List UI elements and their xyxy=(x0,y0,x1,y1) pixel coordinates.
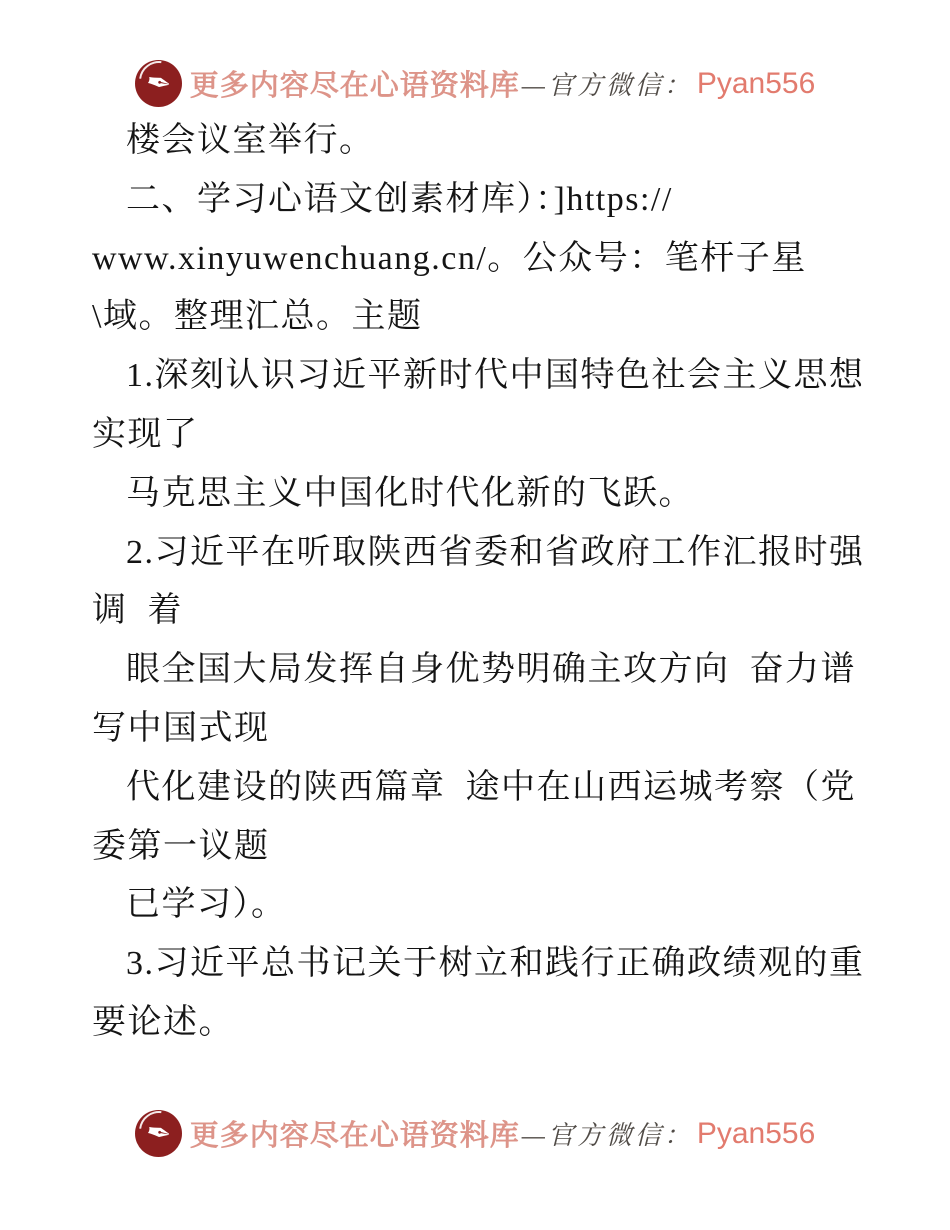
wechat-label-text: 官方微信： xyxy=(547,1121,693,1150)
text-line: 楼会议室举行。 xyxy=(126,122,375,159)
watermark-slogan: 更多内容尽在心语资料库 xyxy=(189,70,520,102)
watermark-wechat-label xyxy=(522,1115,693,1152)
text-line: 3.习近平总书记关于树立和践行正确政绩观的重 xyxy=(126,945,865,983)
document-lines xyxy=(92,112,920,1053)
pen-nib-glyph: ✒ xyxy=(142,63,175,103)
pen-nib-logo-icon xyxy=(135,1110,182,1157)
watermark-wechat-id: Pyan556 xyxy=(696,66,816,100)
text-line: 要论述。 xyxy=(92,1003,234,1041)
text-line: 已学习）。 xyxy=(126,886,287,924)
text-line: \域。整理汇总。主题 xyxy=(92,298,423,336)
text-line: 代化建设的陕西篇章 途中在山西运城考察（党 xyxy=(126,768,856,806)
watermark-slogan: 更多内容尽在心语资料库 xyxy=(189,1120,520,1152)
text-line: 2.习近平在听取陕西省委和省政府工作汇报时强 xyxy=(126,533,865,571)
em-dash: — xyxy=(521,71,548,100)
em-dash: — xyxy=(521,1121,548,1150)
text-line: 写中国式现 xyxy=(92,709,270,747)
text-line: 1.深刻认识习近平新时代中国特色社会主义思想 xyxy=(126,357,865,395)
pen-nib-glyph: ✒ xyxy=(142,1113,175,1153)
text-line: 眼全国大局发挥自身优势明确主攻方向 奋力谱 xyxy=(126,651,856,689)
watermark-wechat-label xyxy=(522,65,693,102)
text-line: 调 着 xyxy=(92,592,183,630)
watermark-wechat-id: Pyan556 xyxy=(696,1116,816,1150)
pen-nib-logo-icon xyxy=(135,60,182,107)
header-watermark xyxy=(0,60,950,107)
text-line: 二、学习心语文创素材库）：]https:// xyxy=(126,180,673,218)
text-line: 委第一议题 xyxy=(92,827,270,865)
text-line: 实现了 xyxy=(92,415,199,453)
wechat-label-text: 官方微信： xyxy=(547,71,693,100)
text-line: www.xinyuwenchuang.cn/。公众号：笔杆子星 xyxy=(92,239,807,277)
footer-watermark xyxy=(0,1110,950,1157)
text-line: 马克思主义中国化时代化新的飞跃。 xyxy=(126,474,694,512)
